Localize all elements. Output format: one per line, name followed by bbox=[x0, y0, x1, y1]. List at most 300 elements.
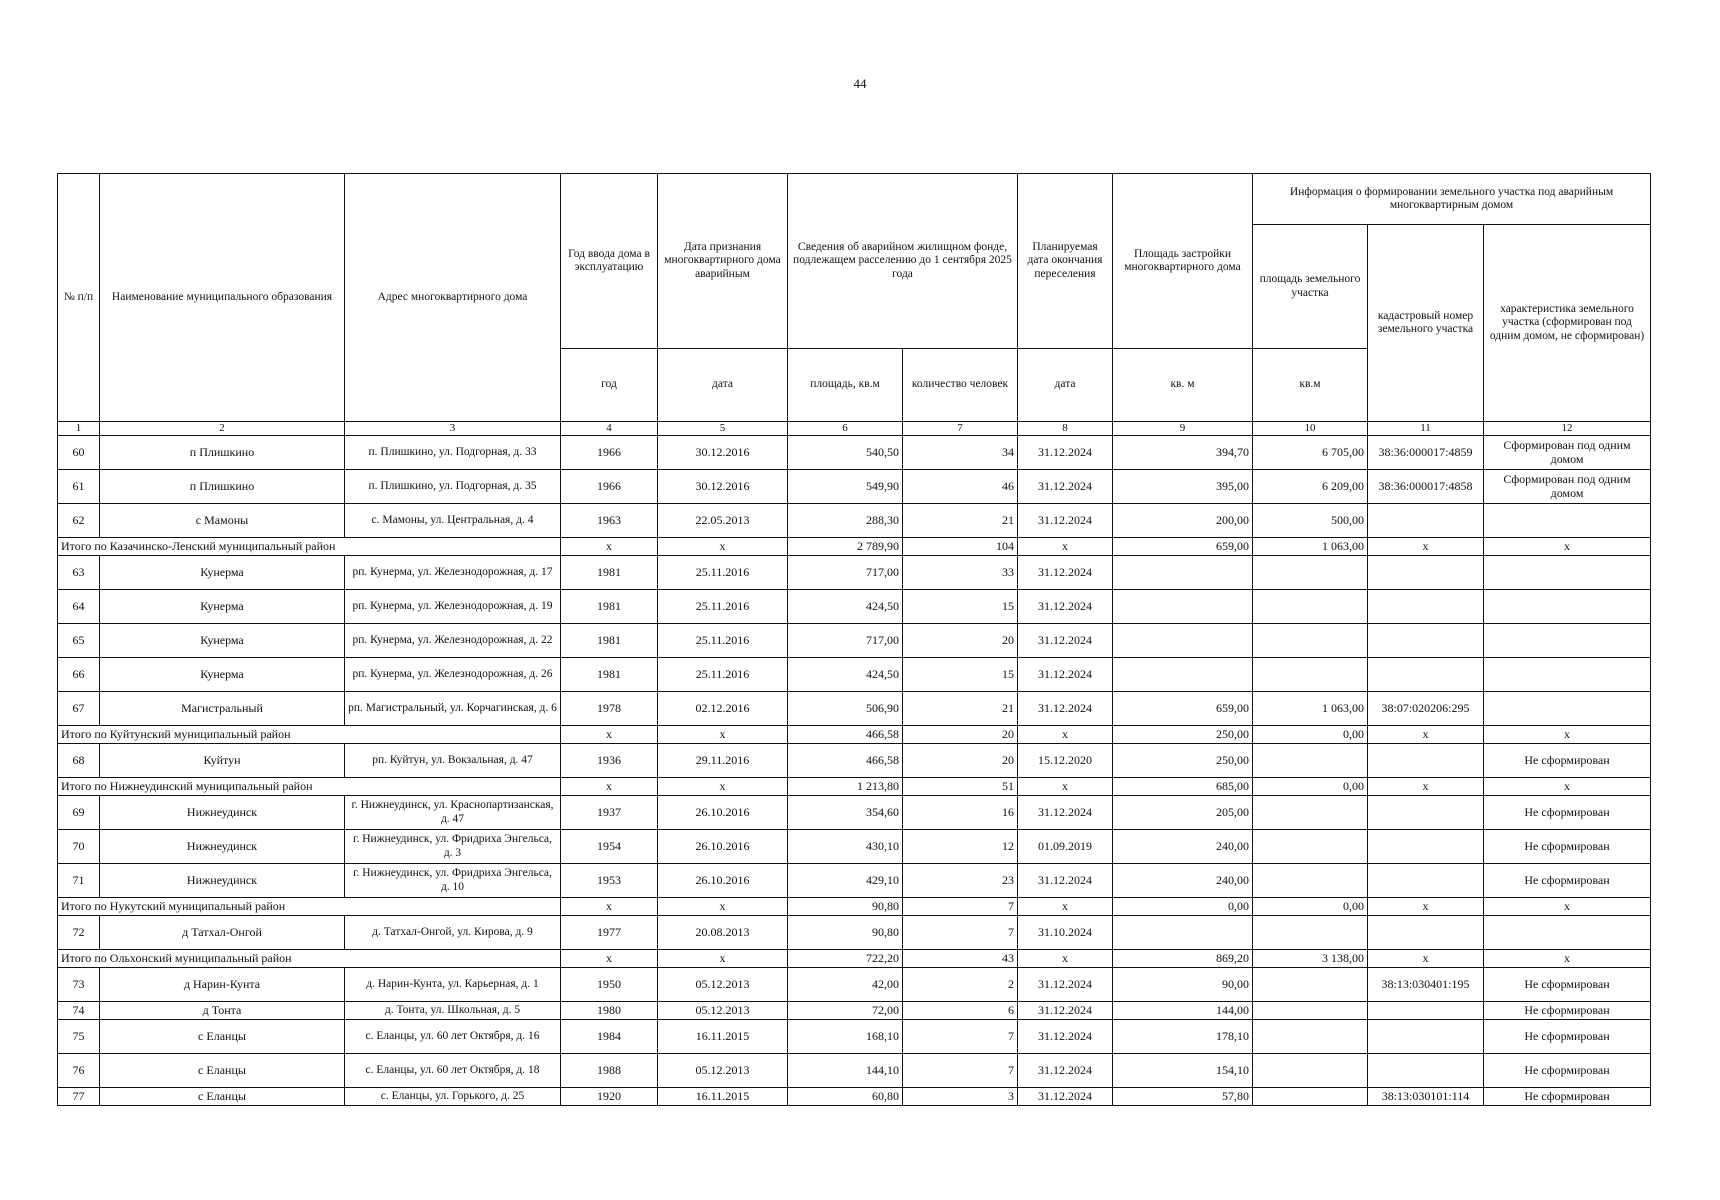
people-cell: 46 bbox=[903, 470, 1018, 504]
area-cell: 60,80 bbox=[788, 1088, 903, 1106]
row-number: 62 bbox=[58, 504, 100, 538]
cadastral-cell bbox=[1368, 1020, 1484, 1054]
table-row bbox=[58, 504, 1651, 538]
year-built-cell: 1980 bbox=[561, 1002, 658, 1020]
table-row bbox=[58, 1088, 1651, 1106]
col-number: 2 bbox=[100, 422, 345, 436]
col-number: 8 bbox=[1018, 422, 1113, 436]
cadastral-cell bbox=[1368, 1054, 1484, 1088]
area-cell: 90,80 bbox=[788, 898, 903, 916]
table-row bbox=[58, 1020, 1651, 1054]
table-row bbox=[58, 624, 1651, 658]
page-number: 44 bbox=[853, 76, 867, 91]
land-area-cell bbox=[1253, 624, 1368, 658]
land-char-cell: Не сформирован bbox=[1484, 744, 1651, 778]
date-recognized-cell: 25.11.2016 bbox=[658, 658, 788, 692]
subtotal-row bbox=[58, 898, 1651, 916]
date-recognized-cell: 05.12.2013 bbox=[658, 1054, 788, 1088]
municipality-cell: Кунерма bbox=[100, 658, 345, 692]
date-recognized-cell: 25.11.2016 bbox=[658, 624, 788, 658]
built-area-cell: 200,00 bbox=[1113, 504, 1253, 538]
built-area-cell: 685,00 bbox=[1113, 778, 1253, 796]
planned-date-cell: х bbox=[1018, 538, 1113, 556]
subheader-people: количество человек bbox=[903, 349, 1018, 422]
land-area-cell bbox=[1253, 1054, 1368, 1088]
row-number: 74 bbox=[58, 1002, 100, 1020]
area-cell: 1 213,80 bbox=[788, 778, 903, 796]
planned-date-cell: 31.12.2024 bbox=[1018, 624, 1113, 658]
land-char-cell: Не сформирован bbox=[1484, 796, 1651, 830]
subtotal-label: Итого по Нукутский муниципальный район bbox=[58, 898, 561, 916]
year-built-cell: 1981 bbox=[561, 658, 658, 692]
year-built-cell: 1977 bbox=[561, 916, 658, 950]
built-area-cell: 178,10 bbox=[1113, 1020, 1253, 1054]
people-cell: 7 bbox=[903, 1054, 1018, 1088]
year-built-cell: 1984 bbox=[561, 1020, 658, 1054]
cadastral-cell bbox=[1368, 1002, 1484, 1020]
planned-date-cell: 31.12.2024 bbox=[1018, 658, 1113, 692]
people-cell: 20 bbox=[903, 726, 1018, 744]
planned-date-cell: 31.12.2024 bbox=[1018, 1002, 1113, 1020]
date-recognized-cell: 05.12.2013 bbox=[658, 1002, 788, 1020]
municipality-cell: д Нарин-Кунта bbox=[100, 968, 345, 1002]
area-cell: 288,30 bbox=[788, 504, 903, 538]
date-recognized-cell: 26.10.2016 bbox=[658, 830, 788, 864]
planned-date-cell: 15.12.2020 bbox=[1018, 744, 1113, 778]
built-area-cell: 0,00 bbox=[1113, 898, 1253, 916]
land-area-cell bbox=[1253, 556, 1368, 590]
built-area-cell bbox=[1113, 658, 1253, 692]
col-number: 1 bbox=[58, 422, 100, 436]
area-cell: 42,00 bbox=[788, 968, 903, 1002]
subtotal-row bbox=[58, 538, 1651, 556]
built-area-cell: 395,00 bbox=[1113, 470, 1253, 504]
address-cell: рп. Кунерма, ул. Железнодорожная, д. 26 bbox=[345, 658, 561, 692]
built-area-cell: 869,20 bbox=[1113, 950, 1253, 968]
row-number: 70 bbox=[58, 830, 100, 864]
date-recognized-cell: 25.11.2016 bbox=[658, 590, 788, 624]
cadastral-cell: 38:07:020206:295 bbox=[1368, 692, 1484, 726]
planned-date-cell: х bbox=[1018, 898, 1113, 916]
people-cell: 7 bbox=[903, 1020, 1018, 1054]
table-row bbox=[58, 796, 1651, 830]
address-cell: п. Плишкино, ул. Подгорная, д. 33 bbox=[345, 436, 561, 470]
year-built-cell: 1981 bbox=[561, 556, 658, 590]
built-area-cell: 659,00 bbox=[1113, 692, 1253, 726]
planned-date-cell: 31.12.2024 bbox=[1018, 796, 1113, 830]
address-cell: с. Мамоны, ул. Центральная, д. 4 bbox=[345, 504, 561, 538]
year-built-cell: х bbox=[561, 778, 658, 796]
header-land-info: Информация о формировании земельного участка под аварийным многоквартирным домом bbox=[1253, 174, 1651, 225]
row-number: 77 bbox=[58, 1088, 100, 1106]
header-num: № п/п bbox=[58, 174, 100, 422]
area-cell: 549,90 bbox=[788, 470, 903, 504]
built-area-cell: 240,00 bbox=[1113, 830, 1253, 864]
date-recognized-cell: 26.10.2016 bbox=[658, 796, 788, 830]
planned-date-cell: 31.12.2024 bbox=[1018, 1054, 1113, 1088]
row-number: 67 bbox=[58, 692, 100, 726]
people-cell: 21 bbox=[903, 692, 1018, 726]
area-cell: 354,60 bbox=[788, 796, 903, 830]
subheader-area: площадь, кв.м bbox=[788, 349, 903, 422]
people-cell: 43 bbox=[903, 950, 1018, 968]
planned-date-cell: 31.12.2024 bbox=[1018, 504, 1113, 538]
cadastral-cell: х bbox=[1368, 778, 1484, 796]
municipality-cell: Кунерма bbox=[100, 624, 345, 658]
municipality-cell: с Еланцы bbox=[100, 1054, 345, 1088]
area-cell: 722,20 bbox=[788, 950, 903, 968]
land-char-cell: Не сформирован bbox=[1484, 1054, 1651, 1088]
col-number: 11 bbox=[1368, 422, 1484, 436]
address-cell: г. Нижнеудинск, ул. Краснопартизанская, д. 47 bbox=[345, 796, 561, 830]
table-header bbox=[58, 174, 1651, 436]
date-recognized-cell: 16.11.2015 bbox=[658, 1088, 788, 1106]
land-area-cell: 1 063,00 bbox=[1253, 538, 1368, 556]
municipality-cell: Кунерма bbox=[100, 556, 345, 590]
area-cell: 717,00 bbox=[788, 624, 903, 658]
land-area-cell: 500,00 bbox=[1253, 504, 1368, 538]
people-cell: 7 bbox=[903, 898, 1018, 916]
row-number: 68 bbox=[58, 744, 100, 778]
cadastral-cell: 38:13:030401:195 bbox=[1368, 968, 1484, 1002]
table-row bbox=[58, 692, 1651, 726]
column-number-row bbox=[58, 422, 1651, 436]
planned-date-cell: 31.12.2024 bbox=[1018, 590, 1113, 624]
area-cell: 424,50 bbox=[788, 590, 903, 624]
year-built-cell: 1981 bbox=[561, 624, 658, 658]
col-number: 9 bbox=[1113, 422, 1253, 436]
planned-date-cell: 01.09.2019 bbox=[1018, 830, 1113, 864]
land-char-cell bbox=[1484, 916, 1651, 950]
land-char-cell: Не сформирован bbox=[1484, 864, 1651, 898]
subtotal-row bbox=[58, 778, 1651, 796]
cadastral-cell bbox=[1368, 658, 1484, 692]
cadastral-cell bbox=[1368, 916, 1484, 950]
col-number: 5 bbox=[658, 422, 788, 436]
table-row bbox=[58, 916, 1651, 950]
row-number: 60 bbox=[58, 436, 100, 470]
header-land-char: характеристика земельного участка (сформирован под одним домом, не сформирован) bbox=[1484, 225, 1651, 422]
land-area-cell: 0,00 bbox=[1253, 726, 1368, 744]
date-recognized-cell: 25.11.2016 bbox=[658, 556, 788, 590]
table-row bbox=[58, 590, 1651, 624]
land-area-cell bbox=[1253, 1002, 1368, 1020]
land-char-cell: Не сформирован bbox=[1484, 1088, 1651, 1106]
land-char-cell: Не сформирован bbox=[1484, 830, 1651, 864]
table-row bbox=[58, 968, 1651, 1002]
cadastral-cell: х bbox=[1368, 950, 1484, 968]
land-char-cell bbox=[1484, 624, 1651, 658]
land-area-cell bbox=[1253, 916, 1368, 950]
date-recognized-cell: х bbox=[658, 950, 788, 968]
cadastral-cell bbox=[1368, 624, 1484, 658]
date-recognized-cell: 26.10.2016 bbox=[658, 864, 788, 898]
cadastral-cell bbox=[1368, 504, 1484, 538]
built-area-cell bbox=[1113, 624, 1253, 658]
people-cell: 12 bbox=[903, 830, 1018, 864]
address-cell: с. Еланцы, ул. 60 лет Октября, д. 18 bbox=[345, 1054, 561, 1088]
address-cell: д. Татхал-Онгой, ул. Кирова, д. 9 bbox=[345, 916, 561, 950]
built-area-cell: 394,70 bbox=[1113, 436, 1253, 470]
col-number: 4 bbox=[561, 422, 658, 436]
people-cell: 34 bbox=[903, 436, 1018, 470]
land-area-cell bbox=[1253, 590, 1368, 624]
table-row bbox=[58, 830, 1651, 864]
date-recognized-cell: 30.12.2016 bbox=[658, 436, 788, 470]
built-area-cell: 205,00 bbox=[1113, 796, 1253, 830]
table-row bbox=[58, 470, 1651, 504]
municipality-cell: Магистральный bbox=[100, 692, 345, 726]
area-cell: 424,50 bbox=[788, 658, 903, 692]
address-cell: рп. Кунерма, ул. Железнодорожная, д. 22 bbox=[345, 624, 561, 658]
address-cell: с. Еланцы, ул. 60 лет Октября, д. 16 bbox=[345, 1020, 561, 1054]
area-cell: 466,58 bbox=[788, 744, 903, 778]
row-number: 73 bbox=[58, 968, 100, 1002]
row-number: 69 bbox=[58, 796, 100, 830]
year-built-cell: х bbox=[561, 950, 658, 968]
header-built-area: Площадь застройки многоквартирного дома bbox=[1113, 174, 1253, 349]
municipality-cell: с Мамоны bbox=[100, 504, 345, 538]
area-cell: 2 789,90 bbox=[788, 538, 903, 556]
year-built-cell: 1963 bbox=[561, 504, 658, 538]
planned-date-cell: 31.12.2024 bbox=[1018, 1020, 1113, 1054]
col-number: 12 bbox=[1484, 422, 1651, 436]
land-area-cell: 0,00 bbox=[1253, 778, 1368, 796]
cadastral-cell bbox=[1368, 744, 1484, 778]
land-area-cell bbox=[1253, 744, 1368, 778]
year-built-cell: 1981 bbox=[561, 590, 658, 624]
cadastral-cell bbox=[1368, 556, 1484, 590]
people-cell: 6 bbox=[903, 1002, 1018, 1020]
date-recognized-cell: 29.11.2016 bbox=[658, 744, 788, 778]
land-char-cell: х bbox=[1484, 726, 1651, 744]
land-area-cell: 6 209,00 bbox=[1253, 470, 1368, 504]
people-cell: 104 bbox=[903, 538, 1018, 556]
year-built-cell: 1978 bbox=[561, 692, 658, 726]
cadastral-cell: 38:36:000017:4859 bbox=[1368, 436, 1484, 470]
year-built-cell: 1966 bbox=[561, 436, 658, 470]
address-cell: д. Тонта, ул. Школьная, д. 5 bbox=[345, 1002, 561, 1020]
municipality-cell: Куйтун bbox=[100, 744, 345, 778]
row-number: 65 bbox=[58, 624, 100, 658]
address-cell: п. Плишкино, ул. Подгорная, д. 35 bbox=[345, 470, 561, 504]
people-cell: 21 bbox=[903, 504, 1018, 538]
col-number: 3 bbox=[345, 422, 561, 436]
area-cell: 430,10 bbox=[788, 830, 903, 864]
land-area-cell: 1 063,00 bbox=[1253, 692, 1368, 726]
built-area-cell bbox=[1113, 916, 1253, 950]
year-built-cell: 1966 bbox=[561, 470, 658, 504]
land-char-cell: Сформирован под одним домом bbox=[1484, 436, 1651, 470]
cadastral-cell: х bbox=[1368, 898, 1484, 916]
subheader-date: дата bbox=[658, 349, 788, 422]
built-area-cell: 250,00 bbox=[1113, 744, 1253, 778]
planned-date-cell: х bbox=[1018, 950, 1113, 968]
planned-date-cell: 31.12.2024 bbox=[1018, 436, 1113, 470]
cadastral-cell: х bbox=[1368, 538, 1484, 556]
people-cell: 16 bbox=[903, 796, 1018, 830]
cadastral-cell bbox=[1368, 590, 1484, 624]
built-area-cell: 57,80 bbox=[1113, 1088, 1253, 1106]
subtotal-label: Итого по Ольхонский муниципальный район bbox=[58, 950, 561, 968]
built-area-cell: 90,00 bbox=[1113, 968, 1253, 1002]
date-recognized-cell: 05.12.2013 bbox=[658, 968, 788, 1002]
year-built-cell: х bbox=[561, 898, 658, 916]
header-year-built: Год ввода дома в эксплуатацию bbox=[561, 174, 658, 349]
table-row bbox=[58, 436, 1651, 470]
year-built-cell: 1988 bbox=[561, 1054, 658, 1088]
date-recognized-cell: 02.12.2016 bbox=[658, 692, 788, 726]
header-address: Адрес многоквартирного дома bbox=[345, 174, 561, 422]
municipality-cell: Кунерма bbox=[100, 590, 345, 624]
built-area-cell: 154,10 bbox=[1113, 1054, 1253, 1088]
subtotal-row bbox=[58, 950, 1651, 968]
municipality-cell: с Еланцы bbox=[100, 1020, 345, 1054]
built-area-cell: 659,00 bbox=[1113, 538, 1253, 556]
land-char-cell bbox=[1484, 590, 1651, 624]
address-cell: г. Нижнеудинск, ул. Фридриха Энгельса, д. 10 bbox=[345, 864, 561, 898]
area-cell: 72,00 bbox=[788, 1002, 903, 1020]
date-recognized-cell: х bbox=[658, 538, 788, 556]
col-number: 10 bbox=[1253, 422, 1368, 436]
planned-date-cell: 31.12.2024 bbox=[1018, 556, 1113, 590]
year-built-cell: 1950 bbox=[561, 968, 658, 1002]
row-number: 61 bbox=[58, 470, 100, 504]
header-planned-date: Планируемая дата окончания переселения bbox=[1018, 174, 1113, 349]
area-cell: 466,58 bbox=[788, 726, 903, 744]
people-cell: 7 bbox=[903, 916, 1018, 950]
land-char-cell: х bbox=[1484, 538, 1651, 556]
municipality-cell: Нижнеудинск bbox=[100, 864, 345, 898]
land-char-cell bbox=[1484, 658, 1651, 692]
col-number: 7 bbox=[903, 422, 1018, 436]
built-area-cell bbox=[1113, 590, 1253, 624]
land-area-cell: 0,00 bbox=[1253, 898, 1368, 916]
cadastral-cell: 38:13:030101:114 bbox=[1368, 1088, 1484, 1106]
row-number: 63 bbox=[58, 556, 100, 590]
address-cell: рп. Магистральный, ул. Корчагинская, д. 6 bbox=[345, 692, 561, 726]
year-built-cell: 1953 bbox=[561, 864, 658, 898]
relocation-table bbox=[57, 173, 1651, 1106]
built-area-cell: 144,00 bbox=[1113, 1002, 1253, 1020]
row-number: 64 bbox=[58, 590, 100, 624]
cadastral-cell bbox=[1368, 830, 1484, 864]
planned-date-cell: 31.12.2024 bbox=[1018, 1088, 1113, 1106]
address-cell: рп. Кунерма, ул. Железнодорожная, д. 17 bbox=[345, 556, 561, 590]
date-recognized-cell: х bbox=[658, 898, 788, 916]
land-area-cell: 3 138,00 bbox=[1253, 950, 1368, 968]
table-row bbox=[58, 744, 1651, 778]
area-cell: 540,50 bbox=[788, 436, 903, 470]
year-built-cell: х bbox=[561, 538, 658, 556]
people-cell: 51 bbox=[903, 778, 1018, 796]
row-number: 66 bbox=[58, 658, 100, 692]
people-cell: 15 bbox=[903, 590, 1018, 624]
table-row bbox=[58, 1002, 1651, 1020]
cadastral-cell bbox=[1368, 796, 1484, 830]
date-recognized-cell: 22.05.2013 bbox=[658, 504, 788, 538]
people-cell: 3 bbox=[903, 1088, 1018, 1106]
year-built-cell: 1954 bbox=[561, 830, 658, 864]
municipality-cell: п Плишкино bbox=[100, 470, 345, 504]
date-recognized-cell: х bbox=[658, 726, 788, 744]
land-char-cell: Не сформирован bbox=[1484, 968, 1651, 1002]
year-built-cell: 1937 bbox=[561, 796, 658, 830]
land-area-cell bbox=[1253, 830, 1368, 864]
subheader-kvm: кв. м bbox=[1113, 349, 1253, 422]
land-char-cell: х bbox=[1484, 898, 1651, 916]
header-cadastral: кадастровый номер земельного участка bbox=[1368, 225, 1484, 422]
subtotal-row bbox=[58, 726, 1651, 744]
people-cell: 33 bbox=[903, 556, 1018, 590]
people-cell: 15 bbox=[903, 658, 1018, 692]
municipality-cell: с Еланцы bbox=[100, 1088, 345, 1106]
subtotal-label: Итого по Куйтунский муниципальный район bbox=[58, 726, 561, 744]
subheader-kvm2: кв.м bbox=[1253, 349, 1368, 422]
date-recognized-cell: 20.08.2013 bbox=[658, 916, 788, 950]
planned-date-cell: 31.12.2024 bbox=[1018, 968, 1113, 1002]
people-cell: 20 bbox=[903, 744, 1018, 778]
land-area-cell bbox=[1253, 1088, 1368, 1106]
land-char-cell: Не сформирован bbox=[1484, 1020, 1651, 1054]
area-cell: 506,90 bbox=[788, 692, 903, 726]
table-row bbox=[58, 658, 1651, 692]
land-char-cell: х bbox=[1484, 950, 1651, 968]
header-date-recognized: Дата признания многоквартирного дома аварийным bbox=[658, 174, 788, 349]
planned-date-cell: х bbox=[1018, 778, 1113, 796]
row-number: 71 bbox=[58, 864, 100, 898]
date-recognized-cell: 16.11.2015 bbox=[658, 1020, 788, 1054]
built-area-cell: 250,00 bbox=[1113, 726, 1253, 744]
people-cell: 2 bbox=[903, 968, 1018, 1002]
area-cell: 717,00 bbox=[788, 556, 903, 590]
built-area-cell bbox=[1113, 556, 1253, 590]
planned-date-cell: 31.12.2024 bbox=[1018, 692, 1113, 726]
cadastral-cell bbox=[1368, 864, 1484, 898]
row-number: 76 bbox=[58, 1054, 100, 1088]
municipality-cell: Нижнеудинск bbox=[100, 830, 345, 864]
land-area-cell bbox=[1253, 968, 1368, 1002]
header-fund: Сведения об аварийном жилищном фонде, подлежащем расселению до 1 сентября 2025 года bbox=[788, 174, 1018, 349]
built-area-cell: 240,00 bbox=[1113, 864, 1253, 898]
address-cell: г. Нижнеудинск, ул. Фридриха Энгельса, д. 3 bbox=[345, 830, 561, 864]
municipality-cell: Нижнеудинск bbox=[100, 796, 345, 830]
land-char-cell: х bbox=[1484, 778, 1651, 796]
subheader-year: год bbox=[561, 349, 658, 422]
land-char-cell bbox=[1484, 556, 1651, 590]
subtotal-label: Итого по Нижнеудинский муниципальный район bbox=[58, 778, 561, 796]
table-row bbox=[58, 864, 1651, 898]
municipality-cell: п Плишкино bbox=[100, 436, 345, 470]
land-area-cell bbox=[1253, 796, 1368, 830]
planned-date-cell: 31.12.2024 bbox=[1018, 470, 1113, 504]
subtotal-label: Итого по Казачинско-Ленский муниципальный район bbox=[58, 538, 561, 556]
address-cell: рп. Куйтун, ул. Вокзальная, д. 47 bbox=[345, 744, 561, 778]
address-cell: с. Еланцы, ул. Горького, д. 25 bbox=[345, 1088, 561, 1106]
municipality-cell: д Татхал-Онгой bbox=[100, 916, 345, 950]
planned-date-cell: х bbox=[1018, 726, 1113, 744]
area-cell: 168,10 bbox=[788, 1020, 903, 1054]
table-row bbox=[58, 556, 1651, 590]
area-cell: 144,10 bbox=[788, 1054, 903, 1088]
address-cell: д. Нарин-Кунта, ул. Карьерная, д. 1 bbox=[345, 968, 561, 1002]
year-built-cell: 1936 bbox=[561, 744, 658, 778]
planned-date-cell: 31.12.2024 bbox=[1018, 864, 1113, 898]
planned-date-cell: 31.10.2024 bbox=[1018, 916, 1113, 950]
row-number: 75 bbox=[58, 1020, 100, 1054]
land-char-cell bbox=[1484, 504, 1651, 538]
land-area-cell bbox=[1253, 1020, 1368, 1054]
